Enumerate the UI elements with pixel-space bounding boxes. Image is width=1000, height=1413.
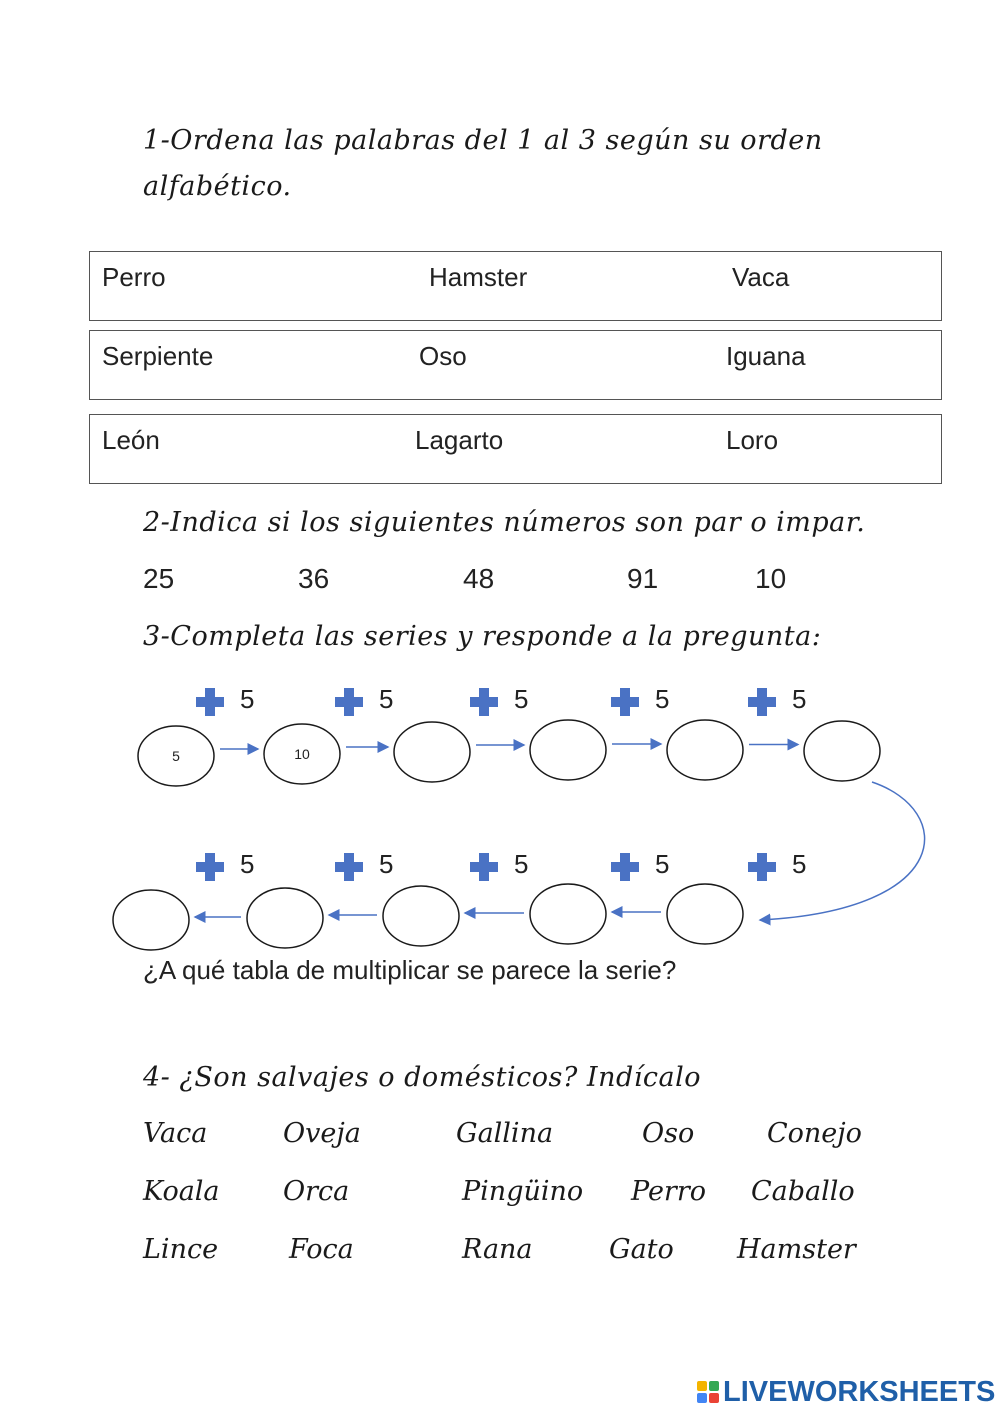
series-value: 10 [294,746,310,762]
series-oval[interactable] [383,886,459,946]
word-row-1 [89,251,942,321]
row-connector-arrow [760,782,925,920]
series-oval[interactable] [530,884,606,944]
step-label: 5 [514,849,529,879]
animal-word[interactable]: Koala [143,1176,220,1207]
step-label: 5 [514,684,529,714]
animal-word[interactable]: Gato [609,1234,674,1265]
logo-grid-icon [697,1381,719,1403]
step-label: 5 [240,849,255,879]
series-oval[interactable] [394,722,470,782]
animal-word[interactable]: Perro [631,1176,707,1207]
number-series-diagram [0,670,1000,960]
step-label: 5 [240,684,255,714]
series-oval[interactable] [138,726,214,786]
plus-icon [196,688,224,716]
q3-question: ¿A qué tabla de multiplicar se parece la serie? [143,955,677,985]
number-item[interactable]: 91 [627,563,659,594]
series-value: 5 [172,748,180,764]
animal-word[interactable]: Lince [143,1234,219,1265]
animal-word[interactable]: Vaca [143,1118,208,1149]
q2-instruction: 2-Indica si los siguientes números son par o impar. [143,507,866,538]
step-label: 5 [655,849,670,879]
step-label: 5 [792,684,807,714]
word-cell[interactable]: Oso [419,341,467,371]
series-oval[interactable] [264,724,340,784]
animal-word[interactable]: Oso [642,1118,695,1149]
q4-instruction: 4- ¿Son salvajes o domésticos? Indícalo [143,1062,701,1093]
animal-word[interactable]: Rana [462,1234,533,1265]
step-label: 5 [792,849,807,879]
plus-icon [611,853,639,881]
animal-word[interactable]: Conejo [767,1118,862,1149]
word-cell[interactable]: León [102,425,160,455]
plus-icon [335,688,363,716]
series-oval[interactable] [530,720,606,780]
series-oval[interactable] [247,888,323,948]
liveworksheets-logo [697,1374,995,1410]
step-label: 5 [655,684,670,714]
word-cell[interactable]: Serpiente [102,341,214,371]
word-cell[interactable]: Hamster [429,262,528,292]
word-cell[interactable]: Iguana [726,341,806,371]
plus-icon [196,853,224,881]
plus-icon [611,688,639,716]
plus-icon [470,688,498,716]
q1-instruction: 1-Ordena las palabras del 1 al 3 según su orden alfabético. [143,125,823,202]
step-label: 5 [379,684,394,714]
series-oval[interactable] [667,884,743,944]
step-label: 5 [379,849,394,879]
word-cell[interactable]: Perro [102,262,166,292]
animal-word[interactable]: Oveja [283,1118,361,1149]
animal-word[interactable]: Foca [289,1234,354,1265]
word-cell[interactable]: Vaca [732,262,790,292]
animal-word[interactable]: Hamster [737,1234,856,1265]
animal-word[interactable]: Orca [283,1176,350,1207]
series-oval[interactable] [113,890,189,950]
word-row-3 [89,414,942,484]
animal-word[interactable]: Pingüino [462,1176,584,1207]
number-item[interactable]: 10 [755,563,787,594]
animal-word[interactable]: Gallina [456,1118,554,1149]
q3-instruction: 3-Completa las series y responde a la pregunta: [143,621,822,652]
plus-icon [470,853,498,881]
number-item[interactable]: 36 [298,563,330,594]
word-cell[interactable]: Loro [726,425,779,455]
logo-text: LIVEWORKSHEETS [723,1375,996,1408]
number-item[interactable]: 25 [143,563,175,594]
plus-icon [748,688,776,716]
number-item[interactable]: 48 [463,563,495,594]
animal-word[interactable]: Caballo [751,1176,855,1207]
word-row-2 [89,330,942,400]
series-oval[interactable] [667,720,743,780]
word-cell[interactable]: Lagarto [415,425,504,455]
plus-icon [335,853,363,881]
series-oval[interactable] [804,721,880,781]
plus-icon [748,853,776,881]
